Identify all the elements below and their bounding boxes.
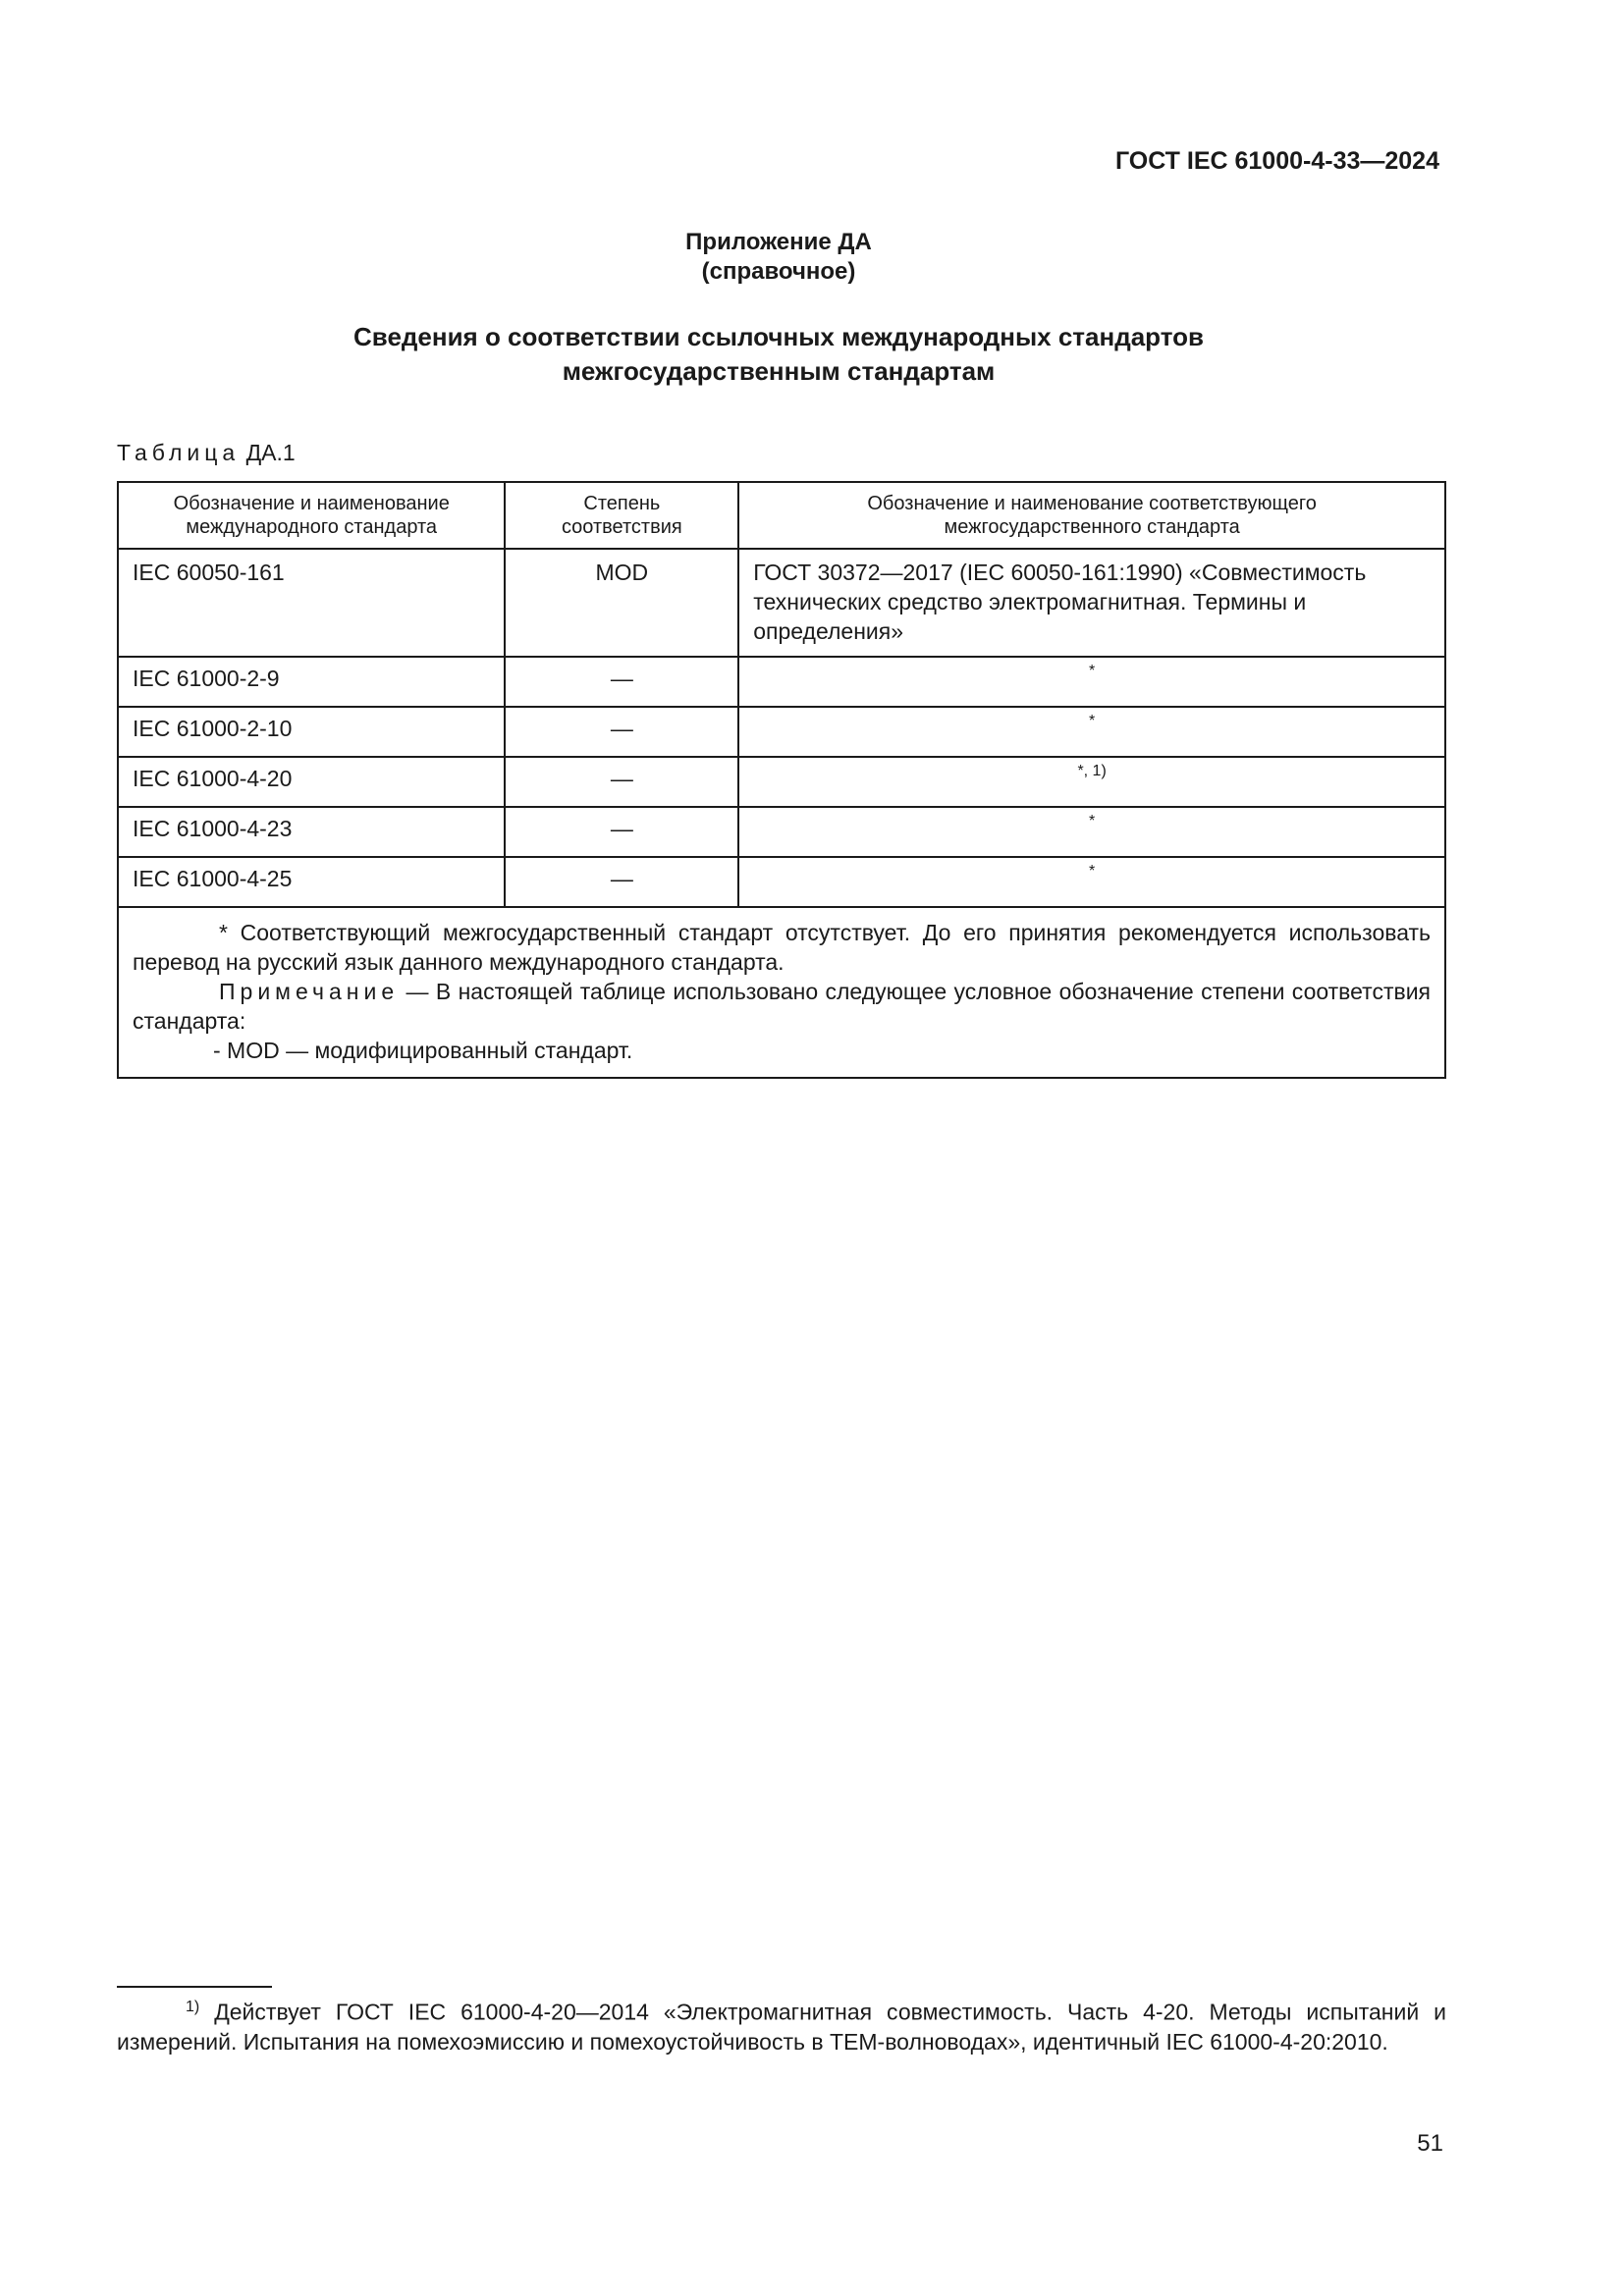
- header-degree: Степень соответствия: [505, 482, 738, 549]
- annex-subtitle: (справочное): [701, 258, 856, 285]
- star-note: * Соответствующий межгосударственный стандарт отсутствует. До его принятия рекомендуется использовать перевод на русский язык данного международного стандарта.: [133, 920, 1431, 975]
- cell-degree: —: [505, 807, 738, 857]
- table-row: [118, 807, 1445, 857]
- table-row: [118, 857, 1445, 907]
- cell-interstate: *: [738, 857, 1445, 907]
- header-interstate-standard: Обозначение и наименование соответствующего межгосударственного стандарта: [738, 482, 1445, 549]
- table-label-number: ДА.1: [245, 440, 296, 465]
- cell-degree: MOD: [505, 549, 738, 657]
- footnote-text: Действует ГОСТ IEC 61000-4-20—2014 «Электромагнитная совместимость. Часть 4-20. Методы испытаний и измерений. Испытания на помехоэмиссию и помехоустойчивость в ТЕМ-волноводах», идентичный IEC 61000-4-20:2010.: [117, 1999, 1446, 2055]
- section-title-line2: межгосударственным стандартам: [562, 356, 996, 386]
- table-notes-row: [118, 907, 1445, 1078]
- page-number: 51: [1417, 2130, 1443, 2157]
- table-header-row: [118, 482, 1445, 549]
- table-row: [118, 657, 1445, 707]
- mod-definition: - MOD — модифицированный стандарт.: [213, 1038, 633, 1063]
- header-intl-standard: Обозначение и наименование международного стандарта: [118, 482, 505, 549]
- cell-degree: —: [505, 757, 738, 807]
- correspondence-table: [117, 481, 1446, 1079]
- note-label: Примечание: [219, 979, 400, 1004]
- cell-interstate: *: [738, 657, 1445, 707]
- table-label: [117, 440, 296, 466]
- cell-degree: —: [505, 657, 738, 707]
- cell-intl: IEC 61000-4-20: [118, 757, 505, 807]
- cell-degree: —: [505, 857, 738, 907]
- footnote-divider: [117, 1986, 272, 1988]
- cell-interstate: *, 1): [738, 757, 1445, 807]
- section-title: [0, 320, 1557, 389]
- annex-title: Приложение ДА: [685, 229, 872, 255]
- table-row: [118, 707, 1445, 757]
- cell-interstate: ГОСТ 30372—2017 (IEC 60050-161:1990) «Совместимость технических средство электромагнитная. Термины и определения»: [738, 549, 1445, 657]
- note-text: — В настоящей таблице использовано следующее условное обозначение степени соответствия стандарта:: [133, 979, 1431, 1034]
- footnote-mark: 1): [186, 1999, 200, 2015]
- section-title-line1: Сведения о соответствии ссылочных международных стандартов: [353, 322, 1204, 351]
- cell-intl: IEC 61000-2-9: [118, 657, 505, 707]
- table-notes: [118, 907, 1445, 1078]
- table-label-word: Таблица: [117, 440, 241, 465]
- cell-intl: IEC 61000-2-10: [118, 707, 505, 757]
- table-row: [118, 549, 1445, 657]
- cell-intl: IEC 60050-161: [118, 549, 505, 657]
- table-note: [133, 977, 1431, 1036]
- cell-interstate: *: [738, 707, 1445, 757]
- annex-heading: [0, 228, 1557, 287]
- table-row: [118, 757, 1445, 807]
- footnote: [117, 1993, 1446, 2056]
- cell-interstate: *: [738, 807, 1445, 857]
- cell-degree: —: [505, 707, 738, 757]
- document-id: ГОСТ IEC 61000-4-33—2024: [1114, 147, 1439, 175]
- cell-intl: IEC 61000-4-25: [118, 857, 505, 907]
- cell-intl: IEC 61000-4-23: [118, 807, 505, 857]
